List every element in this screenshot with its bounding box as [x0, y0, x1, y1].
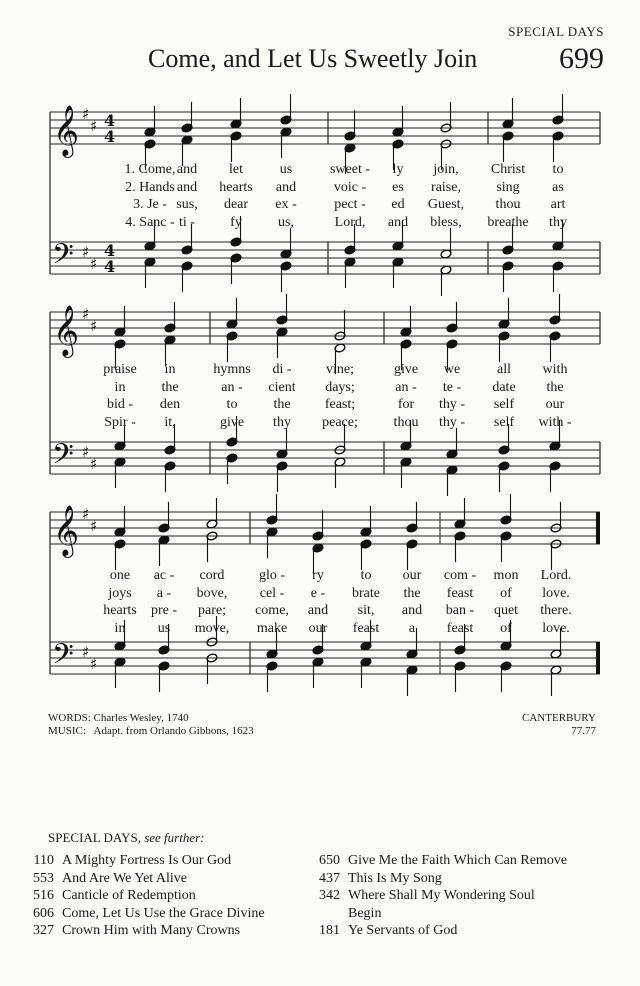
lyric-syllable: es — [392, 179, 404, 195]
lyric-syllable: to — [226, 397, 238, 412]
lyric-syllable: move, — [194, 620, 230, 636]
lyric-syllable: ly — [392, 162, 404, 177]
lyric-syllable: pre - — [150, 603, 178, 618]
lyric-syllable: and — [401, 603, 423, 618]
lyric-syllable: e - — [310, 585, 326, 601]
lyric-syllable: praise — [103, 362, 137, 377]
lyric-syllable: with — [542, 362, 568, 377]
lyric-syllable: joys — [108, 585, 132, 601]
lyric-syllable: thou — [495, 197, 521, 212]
lyric-syllable: to — [360, 568, 372, 583]
lyric-syllable: days; — [325, 379, 355, 395]
list-item[interactable] — [20, 905, 265, 923]
lyric-syllable: join, — [433, 162, 459, 177]
bass-clef: 𝄢 — [52, 438, 74, 478]
bass-clef: 𝄢 — [52, 238, 74, 278]
lyric-verse-line — [0, 380, 640, 397]
lyric-syllable: di - — [272, 362, 292, 377]
lyric-syllable: feast — [446, 585, 474, 601]
lyric-syllable: cord — [199, 568, 225, 583]
key-signature-sharp: ♯ — [82, 505, 90, 523]
lyric-syllable: for — [397, 397, 415, 412]
lyric-syllable: and — [275, 179, 297, 195]
key-signature-sharp: ♯ — [82, 243, 90, 261]
lyric-syllable: ac - — [153, 568, 175, 583]
lyric-syllable: voic - — [333, 179, 367, 195]
lyric-syllable: one — [109, 568, 131, 583]
key-signature-sharp: ♯ — [90, 455, 98, 473]
lyric-syllable: self — [493, 414, 515, 430]
lyric-syllable: vine; — [326, 362, 354, 377]
lyric-syllable: us, — [278, 214, 294, 230]
lyric-syllable: thy — [549, 214, 567, 230]
lyric-verse-line — [0, 621, 640, 638]
lyric-syllable: ex - — [275, 197, 297, 212]
tune-info — [522, 712, 596, 738]
lyric-syllable: self — [493, 397, 515, 412]
lyric-syllable: with - — [538, 414, 572, 430]
lyric-verse-line — [0, 162, 640, 179]
lyric-syllable: Lord, — [334, 214, 366, 230]
lyric-syllable: it, — [164, 414, 176, 430]
time-signature-digit: 4 — [104, 111, 116, 130]
lyric-syllable: Lord. — [540, 568, 572, 583]
lyric-syllable: bove, — [196, 585, 228, 601]
lyric-syllable: cient — [268, 379, 296, 395]
key-signature-sharp: ♯ — [90, 117, 98, 135]
lyric-syllable: ban - — [445, 603, 475, 618]
treble-clef: 𝄞 — [53, 305, 80, 356]
lyric-syllable: com - — [443, 568, 477, 583]
key-signature-sharp: ♯ — [82, 105, 90, 123]
lyric-syllable: there. — [540, 603, 572, 618]
lyric-syllable: 2. Hands — [125, 179, 175, 195]
lyric-syllable: hearts — [219, 179, 253, 195]
hymn-ref-number: 516 — [33, 888, 54, 903]
lyric-syllable: brate — [352, 585, 380, 601]
lyric-syllable: raise, — [431, 179, 461, 195]
lyric-syllable: give — [219, 414, 245, 430]
lyric-syllable: all — [497, 362, 511, 377]
hymn-ref-title: Ye Servants of God — [348, 923, 458, 938]
lyric-syllable: us — [157, 620, 171, 636]
lyric-syllable: ry — [312, 568, 324, 583]
lyric-syllable: in — [114, 379, 126, 395]
lyric-syllable: 3. Je - — [133, 197, 167, 212]
lyric-verse-line — [0, 586, 640, 603]
lyric-syllable: the — [161, 379, 179, 395]
treble-clef: 𝄞 — [53, 105, 80, 156]
lyric-syllable: us — [279, 162, 293, 177]
hymn-ref-title: Canticle of Redemption — [62, 888, 196, 903]
lyric-syllable: our — [308, 620, 328, 636]
lyric-syllable: breathe — [487, 214, 529, 230]
time-signature-digit: 4 — [104, 257, 116, 276]
lyric-verse-line — [0, 568, 640, 585]
lyric-syllable: glo - — [258, 568, 286, 583]
hymn-ref-title: This Is My Song — [348, 870, 442, 886]
lyric-syllable: of — [500, 620, 512, 636]
hymn-ref-number: 553 — [33, 870, 54, 886]
time-signature-digit: 4 — [104, 127, 116, 146]
lyric-syllable: date — [492, 379, 516, 395]
words-credit: WORDS: Charles Wesley, 1740 — [48, 712, 189, 724]
key-signature-sharp: ♯ — [82, 643, 90, 661]
final-barline — [596, 512, 600, 544]
lyric-syllable: ti - — [179, 214, 195, 230]
lyric-syllable: thy - — [438, 414, 466, 430]
lyric-verse-line — [0, 197, 640, 214]
key-signature-sharp: ♯ — [82, 305, 90, 323]
lyric-verse-line — [0, 215, 640, 232]
lyric-syllable: a — [408, 620, 416, 636]
key-signature-sharp: ♯ — [82, 443, 90, 461]
lyric-syllable: and — [176, 179, 198, 195]
lyric-verse-line — [0, 397, 640, 414]
key-signature-sharp: ♯ — [90, 517, 98, 535]
lyric-syllable: cel - — [259, 585, 285, 601]
lyric-syllable: pare; — [198, 603, 226, 618]
lyric-syllable: we — [443, 362, 461, 377]
see-further-suffix: see further: — [144, 830, 205, 845]
lyric-syllable: quet — [493, 603, 519, 618]
lyric-syllable: to — [552, 162, 564, 177]
music-credit: MUSIC: Adapt. from Orlando Gibbons, 1623 — [48, 725, 254, 737]
lyric-syllable: mon — [493, 568, 519, 583]
lyric-syllable: den — [159, 397, 181, 412]
lyric-verse-line — [0, 603, 640, 620]
see-further-prefix: SPECIAL DAYS, — [48, 830, 141, 845]
lyric-syllable: thy - — [438, 397, 466, 412]
lyric-syllable: a - — [156, 585, 172, 601]
lyric-syllable: and — [387, 214, 409, 230]
lyric-verse-line — [0, 362, 640, 379]
lyric-syllable: our — [545, 397, 565, 412]
related-hymns-right — [306, 852, 567, 940]
lyric-syllable: hymns — [213, 362, 251, 377]
lyric-syllable: te - — [442, 379, 462, 395]
section-label: SPECIAL DAYS — [508, 24, 604, 39]
lyric-syllable: 4. Sanc - — [125, 214, 175, 230]
tune-name: CANTERBURY — [522, 712, 596, 724]
hymn-ref-number: 327 — [33, 923, 54, 938]
lyric-syllable: sing — [496, 179, 520, 195]
lyric-syllable: of — [500, 585, 512, 601]
lyric-syllable: an - — [221, 379, 243, 395]
key-signature-sharp: ♯ — [90, 655, 98, 673]
lyric-syllable: love. — [542, 620, 570, 636]
hymn-ref-number: 110 — [33, 853, 54, 868]
lyric-syllable: make — [256, 620, 288, 636]
lyric-syllable: the — [273, 397, 291, 412]
lyric-syllable: fy — [230, 214, 242, 230]
lyric-syllable: dear — [223, 197, 249, 212]
lyric-verse-line — [0, 180, 640, 197]
lyric-syllable: and — [176, 162, 198, 177]
lyric-syllable: sus, — [176, 197, 198, 212]
lyric-syllable: in — [114, 620, 126, 636]
bass-clef: 𝄢 — [52, 638, 74, 678]
related-hymns-left — [20, 852, 265, 940]
hymn-title: Come, and Let Us Sweetly Join — [148, 44, 478, 73]
lyric-syllable: hearts — [103, 603, 137, 618]
hymn-ref-title: Where Shall My Wondering Soul — [348, 888, 535, 903]
lyric-syllable: the — [546, 379, 564, 395]
list-item[interactable] — [306, 870, 567, 888]
hymn-ref-number: 342 — [319, 888, 340, 903]
lyric-syllable: peace; — [322, 414, 358, 430]
lyric-syllable: sweet - — [329, 162, 371, 177]
lyric-syllable: ed — [391, 197, 405, 212]
lyric-syllable: Christ — [490, 162, 526, 177]
list-item[interactable] — [306, 887, 567, 905]
final-barline — [596, 642, 600, 674]
see-further-heading — [48, 830, 205, 846]
lyric-syllable: let — [229, 162, 243, 177]
lyric-syllable: Spir - — [104, 414, 136, 430]
list-item[interactable] — [20, 870, 265, 888]
lyric-syllable: and — [307, 603, 329, 618]
lyric-syllable: 1. Come, — [124, 162, 176, 177]
list-item[interactable] — [306, 922, 567, 940]
meter: 77.77 — [571, 725, 596, 737]
hymn-ref-title: Crown Him with Many Crowns — [62, 923, 241, 938]
lyric-syllable: feast — [352, 620, 380, 636]
key-signature-sharp: ♯ — [90, 317, 98, 335]
time-signature-digit: 4 — [104, 241, 116, 260]
list-item[interactable] — [20, 852, 265, 870]
lyric-syllable: feast — [446, 620, 474, 636]
lyric-syllable: sit, — [357, 603, 375, 618]
lyric-verse-line — [0, 415, 640, 432]
treble-clef: 𝄞 — [53, 505, 80, 556]
lyric-syllable: bless, — [430, 214, 462, 230]
lyric-syllable: feast; — [324, 397, 356, 412]
list-item[interactable] — [306, 852, 567, 870]
lyric-syllable: thy — [273, 414, 291, 430]
lyric-syllable: give — [393, 362, 419, 377]
lyric-syllable: our — [402, 568, 422, 583]
hymn-ref-title: A Mighty Fortress Is Our God — [62, 853, 232, 868]
hymn-ref-number: 181 — [319, 923, 340, 938]
hymn-ref-number: 606 — [33, 905, 54, 921]
list-item[interactable] — [20, 922, 265, 940]
hymn-ref-title: Come, Let Us Use the Grace Divine — [62, 905, 265, 921]
hymn-number: 699 — [559, 42, 604, 75]
lyric-syllable: pect - — [334, 197, 366, 212]
hymn-credits — [48, 712, 254, 738]
key-signature-sharp: ♯ — [90, 255, 98, 273]
lyric-syllable: bid - — [106, 397, 134, 412]
lyric-syllable: love. — [542, 585, 570, 601]
hymn-ref-title-continuation: Begin — [348, 905, 382, 921]
lyric-syllable: Guest, — [427, 197, 465, 212]
lyric-syllable: the — [403, 585, 421, 601]
lyric-syllable: art — [550, 197, 566, 212]
lyric-syllable: as — [552, 179, 564, 195]
hymn-ref-number: 650 — [319, 853, 340, 868]
lyric-syllable: come, — [255, 603, 289, 618]
hymn-ref-number: 437 — [319, 870, 340, 886]
lyric-syllable: an - — [395, 379, 417, 395]
lyric-syllable: thou — [393, 414, 419, 430]
lyric-syllable: in — [164, 362, 176, 377]
list-item[interactable] — [20, 887, 265, 905]
hymn-ref-title: Give Me the Faith Which Can Remove — [348, 853, 568, 868]
hymn-ref-title: And Are We Yet Alive — [62, 870, 188, 886]
